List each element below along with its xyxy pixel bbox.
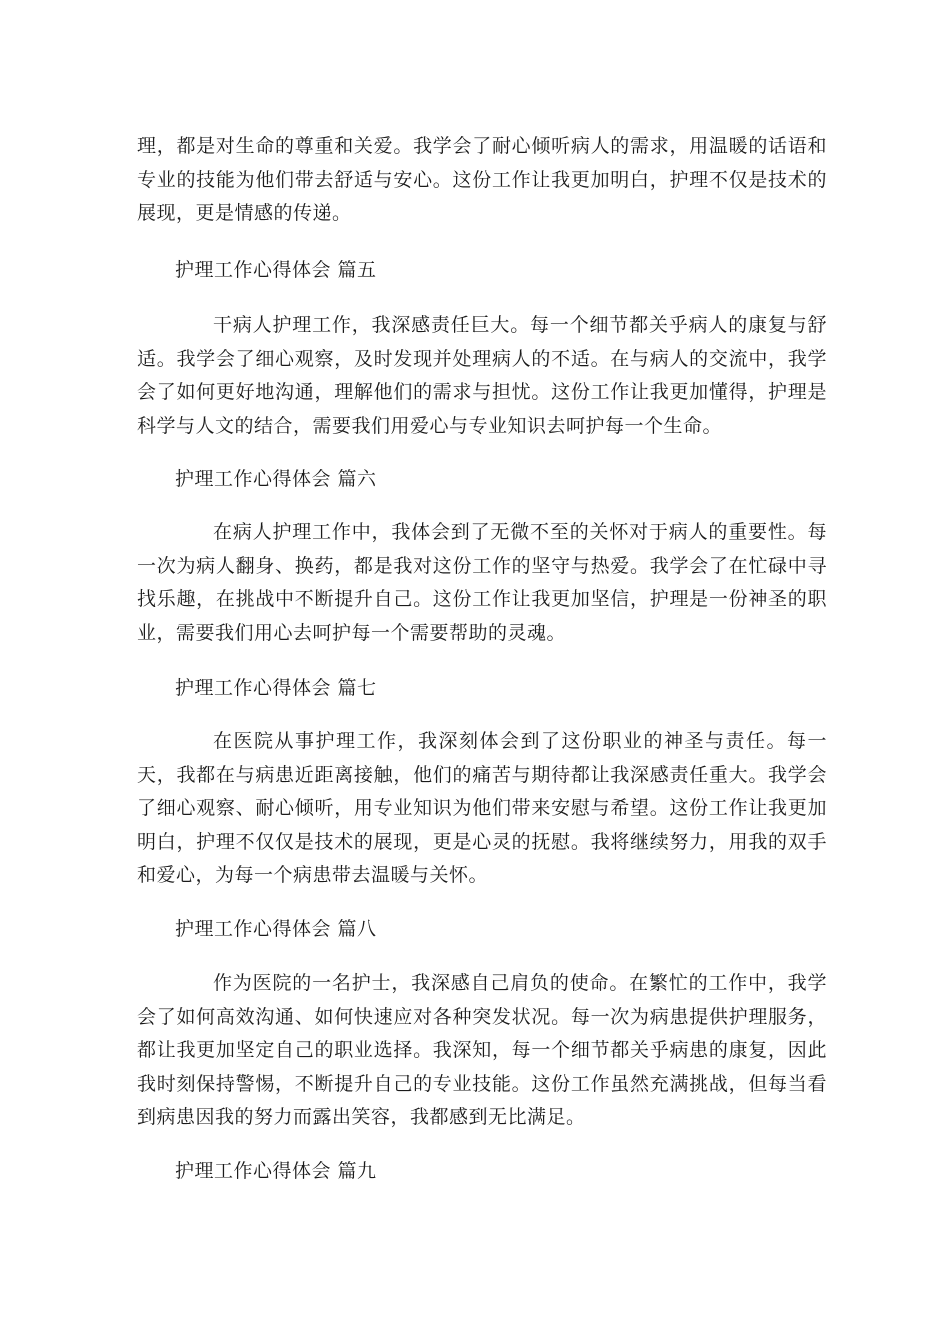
section-paragraph-6: 在病人护理工作中，我体会到了无微不至的关怀对于病人的重要性。每一次为病人翻身、换药，都是我对这份工作的坚守与热爱。我学会了在忙碌中寻找乐趣，在挑战中不断提升自己。这份工作让我更加坚信，护理是一份神圣的职业，需要我们用心去呵护每一个需要帮助的灵魂。	[137, 521, 827, 644]
section-heading-8: 护理工作心得体会 篇八	[175, 918, 377, 940]
section-paragraph-5: 干病人护理工作，我深感责任巨大。每一个细节都关乎病人的康复与舒适。我学会了细心观察，及时发现并处理病人的不适。在与病人的交流中，我学会了如何更好地沟通，理解他们的需求与担忧。这份工作让我更加懂得，护理是科学与人文的结合，需要我们用爱心与专业知识去呵护每一个生命。	[137, 314, 827, 437]
intro-paragraph: 理，都是对生命的尊重和关爱。我学会了耐心倾听病人的需求，用温暖的话语和专业的技能为他们带去舒适与安心。这份工作让我更加明白，护理不仅是技术的展现，更是情感的传递。	[137, 135, 827, 224]
section-heading-6: 护理工作心得体会 篇六	[175, 468, 377, 490]
section-heading-5: 护理工作心得体会 篇五	[175, 259, 377, 281]
section-paragraph-7: 在医院从事护理工作，我深刻体会到了这份职业的神圣与责任。每一天，我都在与病患近距离接触，他们的痛苦与期待都让我深感责任重大。我学会了细心观察、耐心倾听，用专业知识为他们带来安慰与希望。这份工作让我更加明白，护理不仅仅是技术的展现，更是心灵的抚慰。我将继续努力，用我的双手和爱心，为每一个病患带去温暖与关怀。	[137, 730, 827, 886]
section-heading-7: 护理工作心得体会 篇七	[175, 677, 377, 699]
section-paragraph-8: 作为医院的一名护士，我深感自己肩负的使命。在繁忙的工作中，我学会了如何高效沟通、如何快速应对各种突发状况。每一次为病患提供护理服务，都让我更加坚定自己的职业选择。我深知，每一个细节都关乎病患的康复，因此我时刻保持警惕，不断提升自己的专业技能。这份工作虽然充满挑战，但每当看到病患因我的努力而露出笑容，我都感到无比满足。	[137, 972, 827, 1128]
section-heading-9: 护理工作心得体会 篇九	[175, 1160, 377, 1182]
